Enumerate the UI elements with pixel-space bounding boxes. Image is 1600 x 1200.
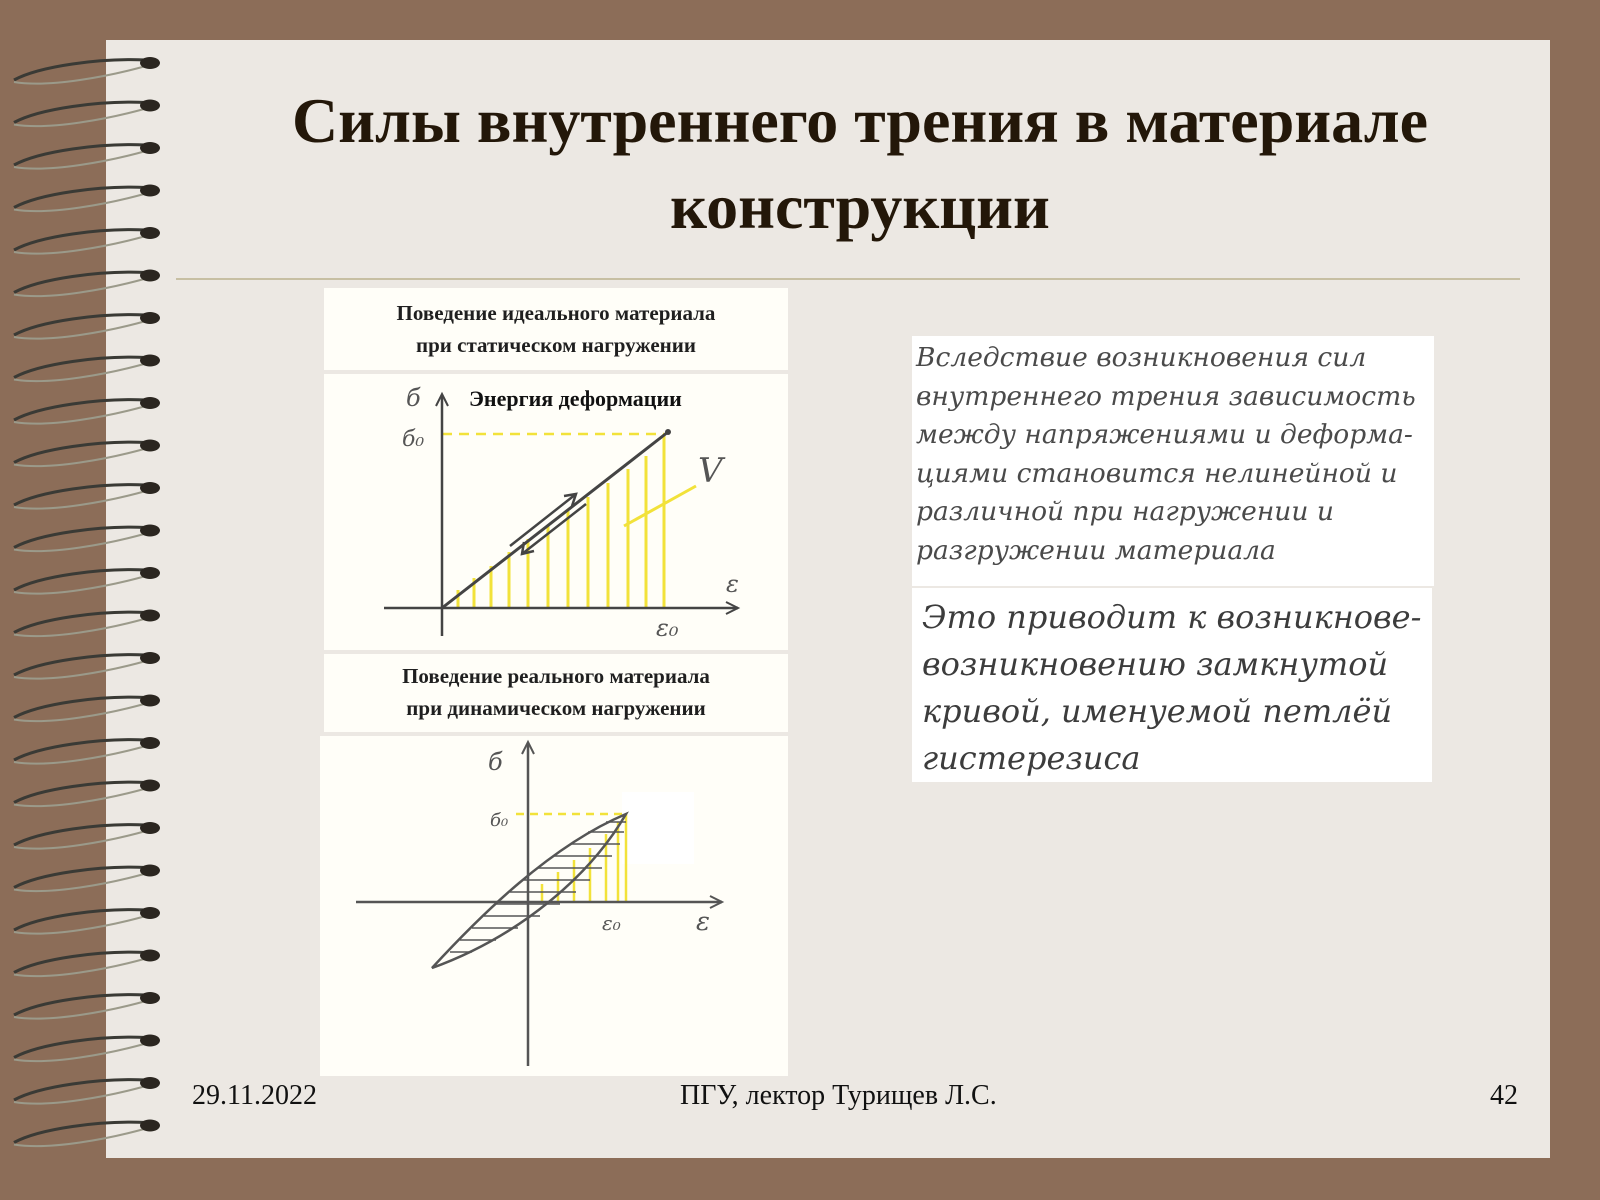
figure1-caption-box	[324, 288, 788, 370]
binding-hole	[140, 482, 160, 494]
hysteresis-line: Это приводит к возникнове-	[922, 598, 1422, 636]
spiral-coil-highlight	[14, 959, 146, 977]
spiral-coil-highlight	[14, 534, 146, 552]
explanation-line: различной при нагружении и	[916, 496, 1334, 527]
explanation-line: внутреннего трения зависимость	[916, 380, 1416, 412]
spiral-coil-wire	[14, 485, 146, 505]
binding-hole	[140, 525, 160, 537]
loop-hatch	[450, 822, 626, 952]
spiral-coil-highlight	[14, 831, 146, 849]
slide-title-line1: Силы внутреннего трения в материале	[291, 85, 1429, 156]
figure2-svg	[320, 736, 788, 1076]
spiral-coil-wire	[14, 272, 146, 292]
spiral-coil-highlight	[14, 1086, 146, 1104]
spiral-coil-wire	[14, 145, 146, 165]
binding-hole	[140, 822, 160, 834]
area-label: V	[698, 451, 723, 491]
binding-hole	[140, 227, 160, 239]
page-number: 42	[1490, 1080, 1518, 1111]
blank-patch	[622, 792, 694, 864]
binding-hole	[140, 907, 160, 919]
binding-hole	[140, 312, 160, 324]
spiral-coil-wire	[14, 60, 146, 80]
spiral-coil-wire	[14, 825, 146, 845]
explanation-line: Вследствие возникновения сил	[916, 342, 1367, 373]
binding-hole	[140, 397, 160, 409]
explanation-line: между напряжениями и деформа-	[916, 419, 1413, 450]
binding-hole	[140, 100, 160, 112]
spiral-coil-wire	[14, 952, 146, 972]
energy-label: Энергия деформации	[469, 386, 682, 411]
spiral-coil-wire	[14, 315, 146, 335]
x-tick-label: ε₀	[656, 614, 679, 642]
spiral-coil-wire	[14, 782, 146, 802]
slide-title-line2: конструкции	[670, 171, 1050, 242]
x-tick-label: ε₀	[602, 911, 621, 935]
binding-hole	[140, 270, 160, 282]
slide-title	[180, 78, 1540, 250]
hysteresis-line: возникновению замкнутой	[922, 645, 1389, 683]
hysteresis-text	[912, 588, 1432, 782]
binding-hole	[140, 185, 160, 197]
spiral-coil-highlight	[14, 1129, 146, 1147]
binding-hole	[140, 652, 160, 664]
spiral-coil-highlight	[14, 109, 146, 127]
spiral-coil-highlight	[14, 449, 146, 467]
spiral-coil-wire	[14, 1037, 146, 1057]
binding-hole	[140, 1035, 160, 1047]
spiral-coil-wire	[14, 230, 146, 250]
spiral-coil-highlight	[14, 279, 146, 297]
spiral-coil-wire	[14, 357, 146, 377]
hysteresis-line: гистерезиса	[922, 739, 1141, 777]
spiral-coil-highlight	[14, 704, 146, 722]
spiral-coil-highlight	[14, 874, 146, 892]
spiral-coil-highlight	[14, 789, 146, 807]
spiral-coil-wire	[14, 400, 146, 420]
binding-hole	[140, 355, 160, 367]
spiral-coil-wire	[14, 442, 146, 462]
spiral-coil-highlight	[14, 406, 146, 424]
v-leader-line	[624, 486, 696, 526]
footer-date: 29.11.2022	[192, 1080, 317, 1111]
binding-hole	[140, 610, 160, 622]
spiral-coil-highlight	[14, 1001, 146, 1019]
spiral-coil-wire	[14, 995, 146, 1015]
spiral-coil-wire	[14, 102, 146, 122]
spiral-coil-wire	[14, 867, 146, 887]
spiral-coil-highlight	[14, 576, 146, 594]
figure2-diagram	[320, 736, 788, 1076]
binding-hole	[140, 567, 160, 579]
figure2-caption-line2: при динамическом нагружении	[406, 696, 706, 720]
spiral-coil-wire	[14, 527, 146, 547]
binding-hole	[140, 780, 160, 792]
spiral-binding	[0, 40, 180, 1158]
binding-hole	[140, 142, 160, 154]
binding-hole	[140, 950, 160, 962]
spiral-coil-highlight	[14, 321, 146, 339]
spiral-coil-highlight	[14, 746, 146, 764]
y-axis-label: б	[406, 384, 421, 412]
spiral-coil-highlight	[14, 661, 146, 679]
spiral-coil-wire	[14, 697, 146, 717]
figure1-caption-line2: при статическом нагружении	[416, 333, 696, 357]
spiral-coil-highlight	[14, 151, 146, 169]
x-axis-label: ε	[726, 570, 739, 598]
spiral-coil-wire	[14, 910, 146, 930]
hysteresis-line: кривой, именуемой петлёй	[922, 692, 1393, 730]
explanation-text	[912, 336, 1434, 586]
yellow-hatch	[542, 814, 626, 902]
binding-hole	[140, 1120, 160, 1132]
spiral-coil-highlight	[14, 194, 146, 212]
binding-hole	[140, 695, 160, 707]
binding-hole	[140, 57, 160, 69]
spiral-coil-wire	[14, 187, 146, 207]
figure1-svg	[324, 374, 788, 650]
figure1-diagram	[324, 374, 788, 650]
figure1-caption-line1: Поведение идеального материала	[396, 301, 716, 325]
spiral-coil-wire	[14, 1122, 146, 1142]
binding-hole	[140, 992, 160, 1004]
y-tick-label: б₀	[402, 427, 425, 452]
figure2-caption-line1: Поведение реального материала	[402, 664, 710, 688]
spiral-coil-highlight	[14, 619, 146, 637]
binding-hole	[140, 440, 160, 452]
spiral-coil-highlight	[14, 66, 146, 84]
y-tick-label: б₀	[490, 810, 509, 831]
spiral-coil-highlight	[14, 916, 146, 934]
y-axis-label: б	[488, 748, 503, 776]
title-divider	[176, 278, 1520, 280]
spiral-coil-highlight	[14, 364, 146, 382]
spiral-coil-highlight	[14, 491, 146, 509]
spiral-coil-wire	[14, 740, 146, 760]
explanation-line: разгружении материала	[916, 534, 1276, 566]
binding-hole	[140, 1077, 160, 1089]
footer-author: ПГУ, лектор Турищев Л.С.	[680, 1080, 997, 1111]
spiral-coil-wire	[14, 1080, 146, 1100]
x-axis-label: ε	[696, 907, 710, 937]
explanation-line: циями становится нелинейной и	[916, 457, 1398, 489]
peak-point	[665, 429, 671, 435]
binding-hole	[140, 865, 160, 877]
binding-hole	[140, 737, 160, 749]
spiral-coil-wire	[14, 655, 146, 675]
figure2-caption-box	[324, 654, 788, 732]
spiral-coil-highlight	[14, 236, 146, 254]
spiral-coil-wire	[14, 570, 146, 590]
spiral-coil-wire	[14, 612, 146, 632]
spiral-coil-highlight	[14, 1044, 146, 1062]
